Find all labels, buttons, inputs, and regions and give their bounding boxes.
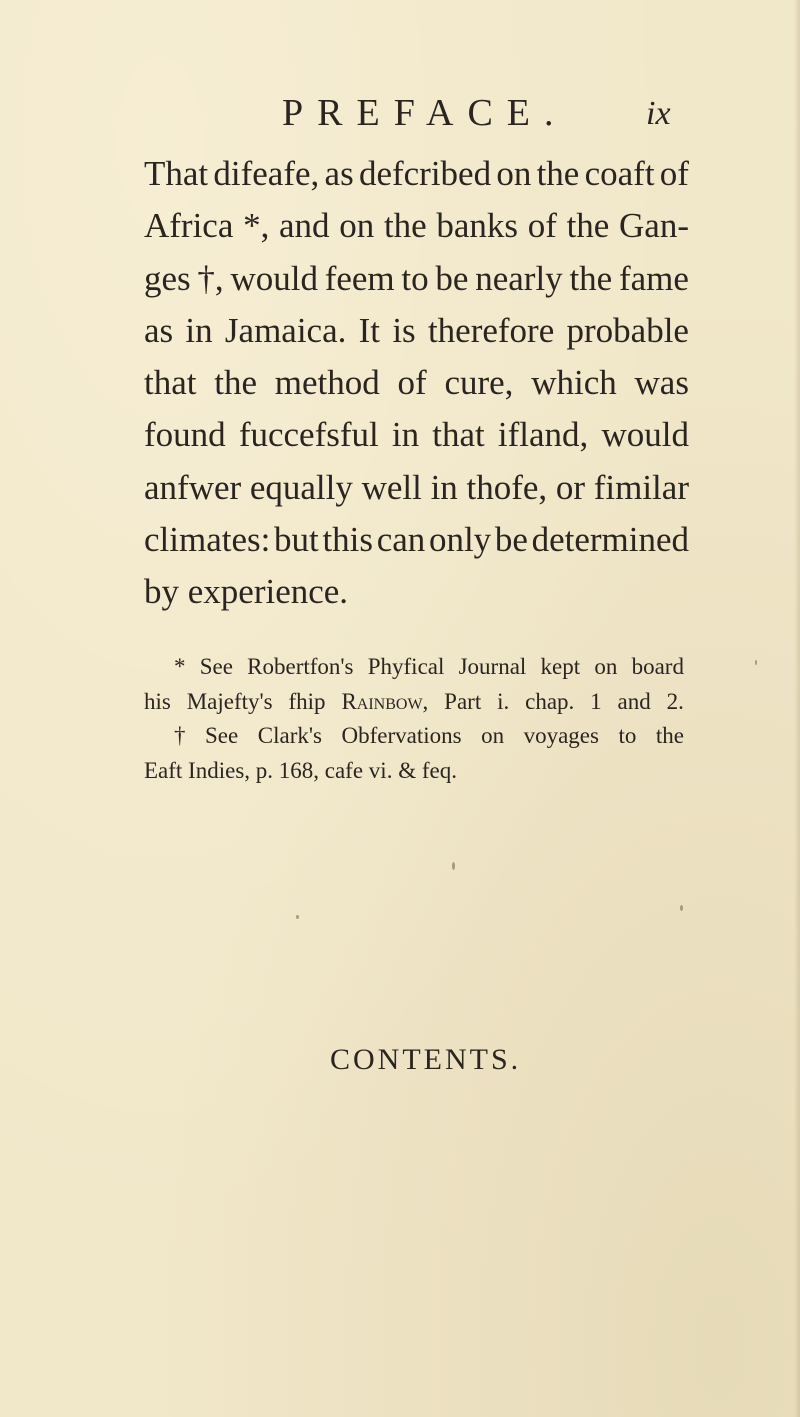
word: to bbox=[401, 258, 429, 298]
word: or bbox=[555, 467, 586, 507]
word: Jamaica. bbox=[224, 310, 347, 350]
word: Journal bbox=[458, 654, 527, 679]
page-header bbox=[282, 88, 702, 138]
word: found bbox=[144, 415, 226, 455]
word: this bbox=[322, 520, 374, 560]
paper-speck bbox=[755, 660, 757, 665]
word: i. bbox=[497, 688, 510, 714]
word: fhip bbox=[288, 688, 326, 714]
body-line bbox=[144, 148, 689, 200]
word: †, bbox=[197, 258, 224, 298]
word: in bbox=[185, 310, 213, 350]
word: Phyfical bbox=[367, 654, 445, 679]
word: that bbox=[144, 363, 197, 403]
word: feem bbox=[324, 258, 395, 298]
word: the bbox=[569, 258, 613, 298]
word: It bbox=[358, 310, 381, 350]
word: 2. bbox=[666, 688, 684, 714]
word: difeafe, bbox=[213, 154, 320, 193]
word: climates: bbox=[144, 520, 271, 560]
word: banks bbox=[436, 206, 519, 246]
word: well bbox=[361, 467, 422, 507]
body-line bbox=[144, 462, 689, 514]
word: the bbox=[655, 723, 684, 749]
word: on bbox=[339, 206, 375, 246]
word: *, bbox=[243, 206, 270, 246]
word: be bbox=[435, 258, 469, 298]
paper-speck bbox=[680, 905, 683, 911]
word: voyages bbox=[523, 723, 599, 749]
word: on bbox=[594, 654, 618, 679]
word: fuccefsful bbox=[238, 415, 379, 455]
word: the bbox=[214, 363, 258, 403]
word: chap. bbox=[525, 688, 575, 714]
contents-heading: CONTENTS. bbox=[330, 1043, 522, 1076]
word: anfwer bbox=[144, 467, 242, 507]
word: as bbox=[324, 154, 354, 193]
word: method bbox=[274, 363, 380, 403]
footnote-line bbox=[144, 719, 684, 754]
paper-speck bbox=[452, 862, 455, 870]
word: equally bbox=[249, 467, 353, 507]
word: therefore bbox=[427, 310, 555, 350]
word: Clark's bbox=[257, 723, 322, 749]
body-line bbox=[144, 305, 689, 357]
paper-speck bbox=[296, 915, 299, 919]
word: and bbox=[279, 206, 330, 246]
word: to bbox=[618, 723, 637, 749]
word: † bbox=[174, 723, 186, 749]
footnote-line bbox=[144, 685, 684, 720]
word: but bbox=[274, 520, 319, 560]
word: Obfervations bbox=[341, 723, 462, 749]
word: as bbox=[144, 310, 174, 350]
body-line bbox=[144, 514, 689, 566]
word: Rainbow, bbox=[341, 688, 429, 714]
word: kept bbox=[540, 654, 581, 679]
body-line: by experience. bbox=[144, 572, 349, 612]
word: fimilar bbox=[593, 467, 689, 507]
word: nearly bbox=[475, 258, 563, 298]
word: Majefty's bbox=[186, 688, 273, 714]
word: ges bbox=[144, 258, 191, 298]
word: can bbox=[376, 520, 426, 560]
word: on bbox=[481, 723, 505, 749]
word: his bbox=[144, 688, 171, 714]
footnotes bbox=[144, 650, 689, 788]
word: 1 bbox=[590, 688, 602, 714]
body-paragraph bbox=[144, 148, 689, 619]
word: thofe, bbox=[466, 467, 548, 507]
word: Part bbox=[444, 688, 482, 714]
word: and bbox=[617, 688, 651, 714]
word: was bbox=[634, 363, 689, 403]
word: would bbox=[230, 258, 318, 298]
word: See bbox=[199, 654, 233, 679]
word: board bbox=[631, 654, 684, 679]
word: that bbox=[432, 415, 485, 455]
word: coaft bbox=[584, 154, 655, 193]
word: That bbox=[144, 154, 209, 193]
body-line bbox=[144, 409, 689, 461]
word: of bbox=[659, 154, 689, 193]
word: the bbox=[536, 154, 580, 193]
word: the bbox=[383, 206, 427, 246]
word: Africa bbox=[144, 206, 234, 246]
word: cure, bbox=[444, 363, 514, 403]
word: be bbox=[494, 520, 528, 560]
word: * bbox=[174, 654, 186, 679]
word: probable bbox=[566, 310, 689, 350]
word: which bbox=[531, 363, 617, 403]
word: would bbox=[601, 415, 689, 455]
body-line bbox=[144, 200, 689, 252]
word: of bbox=[397, 363, 427, 403]
word: is bbox=[392, 310, 416, 350]
word: determined bbox=[531, 520, 689, 560]
footnote-line bbox=[144, 650, 684, 685]
footnote-line: Eaft Indies, p. 168, cafe vi. & feq. bbox=[144, 757, 457, 783]
body-line bbox=[144, 253, 689, 305]
word: Robertfon's bbox=[247, 654, 354, 679]
word: only bbox=[428, 520, 492, 560]
word: fame bbox=[618, 258, 689, 298]
page-edge-shadow bbox=[794, 0, 800, 1417]
word: defcribed bbox=[358, 154, 492, 193]
word: in bbox=[391, 415, 420, 455]
word: the bbox=[566, 206, 610, 246]
page-number: ix bbox=[646, 95, 671, 132]
word: on bbox=[496, 154, 532, 193]
word: See bbox=[205, 723, 239, 749]
word: in bbox=[430, 467, 458, 507]
running-head: PREFACE. bbox=[282, 92, 568, 134]
word: Gan- bbox=[619, 206, 689, 246]
word: ifland, bbox=[497, 415, 589, 455]
body-line bbox=[144, 357, 689, 409]
word: of bbox=[527, 206, 557, 246]
